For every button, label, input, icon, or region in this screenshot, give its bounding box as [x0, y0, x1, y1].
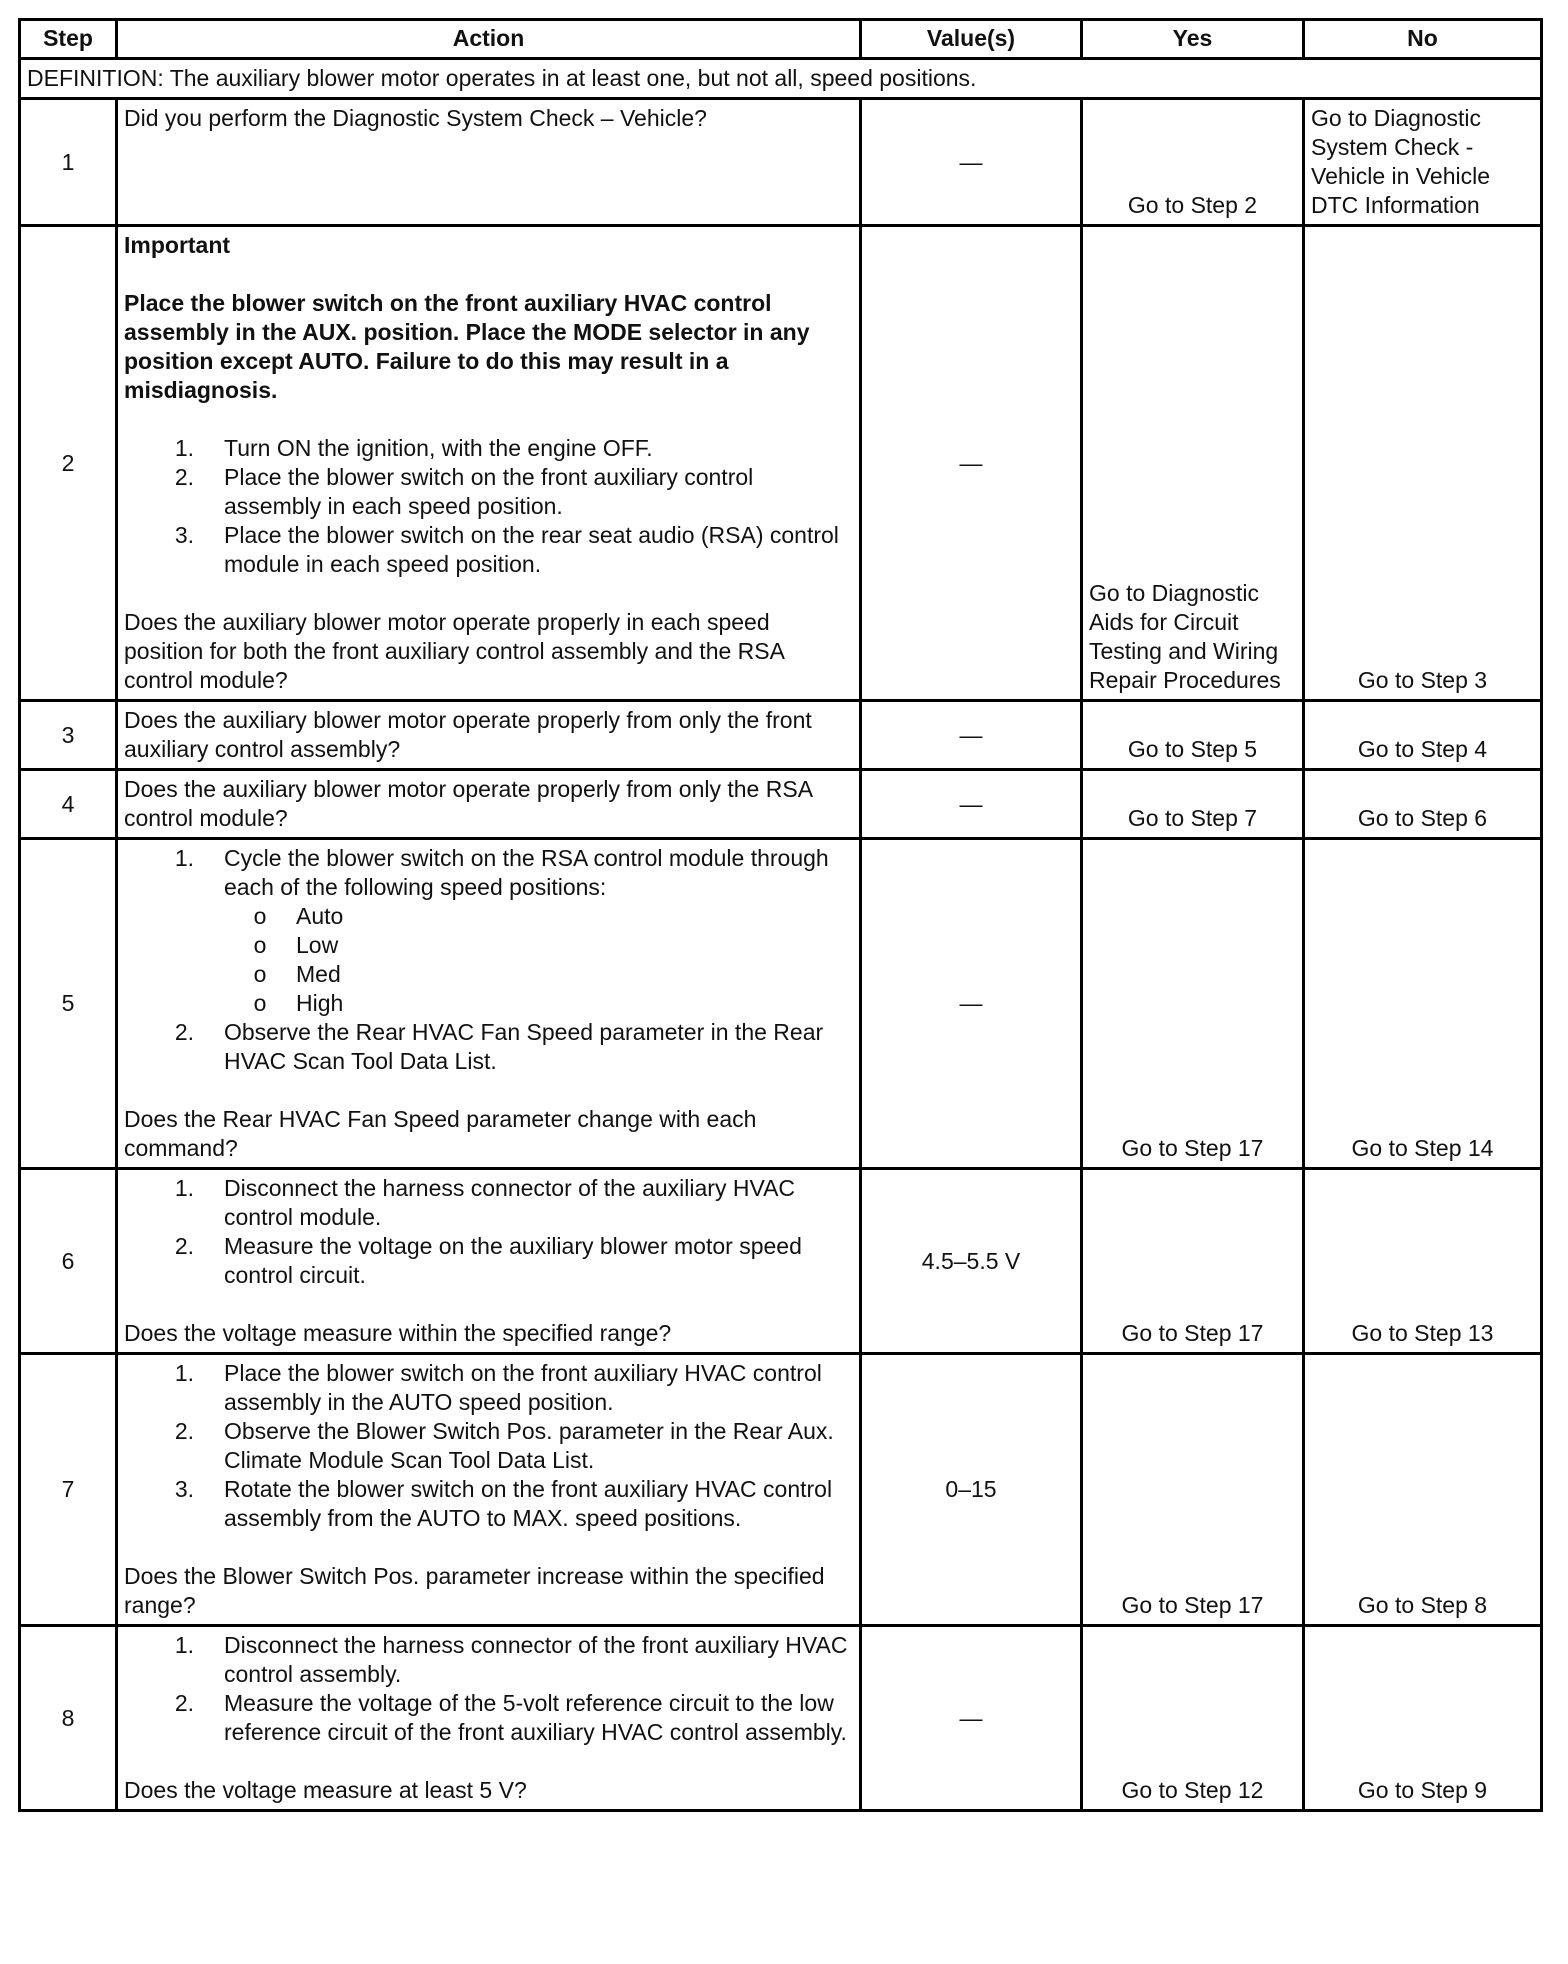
action-question: Does the auxiliary blower motor operate properly from only the front auxiliary control assembly?: [124, 707, 812, 762]
table-row: [20, 1169, 1542, 1354]
action-steps-list: [124, 1631, 853, 1747]
header-step: Step: [20, 20, 117, 59]
no-cell: Go to Step 6: [1304, 770, 1542, 839]
no-cell: Go to Step 14: [1304, 839, 1542, 1169]
action-question: Does the auxiliary blower motor operate properly from only the RSA control module?: [124, 776, 812, 831]
list-item: 2. Observe the Rear HVAC Fan Speed parameter in the Rear HVAC Scan Tool Data List.: [174, 1019, 824, 1074]
value-cell: —: [861, 226, 1082, 701]
header-row: [20, 20, 1542, 59]
header-values: Value(s): [861, 20, 1082, 59]
value-cell: —: [861, 99, 1082, 226]
list-item: 2. Measure the voltage of the 5-volt reference circuit to the low reference circuit of the front auxiliary HVAC control assembly.: [174, 1690, 847, 1745]
list-item: 1. Disconnect the harness connector of the front auxiliary HVAC control assembly.: [174, 1632, 848, 1687]
table-row: [20, 1354, 1542, 1626]
important-text: Place the blower switch on the front auxiliary HVAC control assembly in the AUX. position. Place the MODE selector in any position except AUTO. Failure to do this may result in a misdiagnosis.: [124, 290, 810, 403]
action-cell: [117, 226, 861, 701]
yes-cell: Go to Step 7: [1082, 770, 1304, 839]
action-question: Does the Blower Switch Pos. parameter increase within the specified range?: [124, 1563, 825, 1618]
action-steps-list: [124, 1359, 853, 1533]
definition-text: DEFINITION: The auxiliary blower motor operates in at least one, but not all, speed positions.: [20, 59, 1542, 99]
step-number: 1: [20, 99, 117, 226]
no-cell: Go to Step 3: [1304, 226, 1542, 701]
header-action: Action: [117, 20, 861, 59]
value-cell: —: [861, 1626, 1082, 1811]
list-item: o Auto: [253, 903, 344, 929]
yes-cell: Go to Step 12: [1082, 1626, 1304, 1811]
table-row: [20, 770, 1542, 839]
step-number: 4: [20, 770, 117, 839]
step-number: 5: [20, 839, 117, 1169]
value-cell: —: [861, 701, 1082, 770]
action-question: Did you perform the Diagnostic System Check – Vehicle?: [124, 105, 707, 131]
yes-cell: Go to Diagnostic Aids for Circuit Testing and Wiring Repair Procedures: [1082, 226, 1304, 701]
table-row: [20, 839, 1542, 1169]
action-question: Does the voltage measure within the specified range?: [124, 1320, 672, 1346]
list-item: 3. Place the blower switch on the rear seat audio (RSA) control module in each speed position.: [174, 522, 839, 577]
list-item: o High: [253, 990, 344, 1016]
action-cell: [117, 1169, 861, 1354]
value-cell: 4.5–5.5 V: [861, 1169, 1082, 1354]
action-question: Does the voltage measure at least 5 V?: [124, 1777, 527, 1803]
table-row: [20, 701, 1542, 770]
action-steps-list: [124, 434, 853, 579]
list-item: 2. Measure the voltage on the auxiliary blower motor speed control circuit.: [174, 1233, 802, 1288]
yes-cell: Go to Step 17: [1082, 839, 1304, 1169]
yes-cell: Go to Step 2: [1082, 99, 1304, 226]
header-yes: Yes: [1082, 20, 1304, 59]
yes-cell: Go to Step 5: [1082, 701, 1304, 770]
table-row: [20, 1626, 1542, 1811]
header-no: No: [1304, 20, 1542, 59]
no-cell: Go to Step 8: [1304, 1354, 1542, 1626]
list-item: 1. Disconnect the harness connector of the auxiliary HVAC control module.: [174, 1175, 796, 1230]
action-steps-list: [124, 1174, 853, 1290]
action-cell: [117, 99, 861, 226]
list-item: 2. Observe the Blower Switch Pos. parameter in the Rear Aux. Climate Module Scan Tool Data List.: [174, 1418, 834, 1473]
action-cell: [117, 701, 861, 770]
step-number: 7: [20, 1354, 117, 1626]
action-cell: [117, 1354, 861, 1626]
diagnostic-table: [18, 18, 1543, 1812]
diagnostic-table-page: [18, 18, 1540, 1812]
yes-cell: Go to Step 17: [1082, 1354, 1304, 1626]
step-number: 3: [20, 701, 117, 770]
action-question: Does the auxiliary blower motor operate properly in each speed position for both the front auxiliary control assembly and the RSA control module?: [124, 609, 784, 693]
list-item: o Med: [253, 961, 341, 987]
action-cell: [117, 1626, 861, 1811]
action-steps-list: [124, 844, 853, 1076]
value-cell: 0–15: [861, 1354, 1082, 1626]
value-cell: —: [861, 770, 1082, 839]
list-item: 2. Place the blower switch on the front auxiliary control assembly in each speed position.: [174, 464, 754, 519]
step-number: 2: [20, 226, 117, 701]
action-cell: [117, 839, 861, 1169]
value-cell: —: [861, 839, 1082, 1169]
list-item: 1. Cycle the blower switch on the RSA control module through each of the following speed positions: o Auto o Low o Med o High: [124, 844, 853, 1018]
list-item: 1. Place the blower switch on the front auxiliary HVAC control assembly in the AUTO speed position.: [174, 1360, 822, 1415]
step-number: 8: [20, 1626, 117, 1811]
list-item: o Low: [253, 932, 339, 958]
yes-cell: Go to Step 17: [1082, 1169, 1304, 1354]
action-question: Does the Rear HVAC Fan Speed parameter change with each command?: [124, 1106, 757, 1161]
no-cell: Go to Step 13: [1304, 1169, 1542, 1354]
table-row: [20, 99, 1542, 226]
list-item: 3. Rotate the blower switch on the front auxiliary HVAC control assembly from the AUTO to MAX. speed positions.: [174, 1476, 833, 1531]
important-title: Important: [124, 232, 231, 258]
table-row: [20, 226, 1542, 701]
step-number: 6: [20, 1169, 117, 1354]
speed-positions-list: [224, 902, 853, 1018]
definition-row: [20, 59, 1542, 99]
list-item: 1. Turn ON the ignition, with the engine OFF.: [174, 435, 653, 461]
action-cell: [117, 770, 861, 839]
no-cell: Go to Step 9: [1304, 1626, 1542, 1811]
no-cell: Go to Diagnostic System Check - Vehicle in Vehicle DTC Information: [1304, 99, 1542, 226]
no-cell: Go to Step 4: [1304, 701, 1542, 770]
